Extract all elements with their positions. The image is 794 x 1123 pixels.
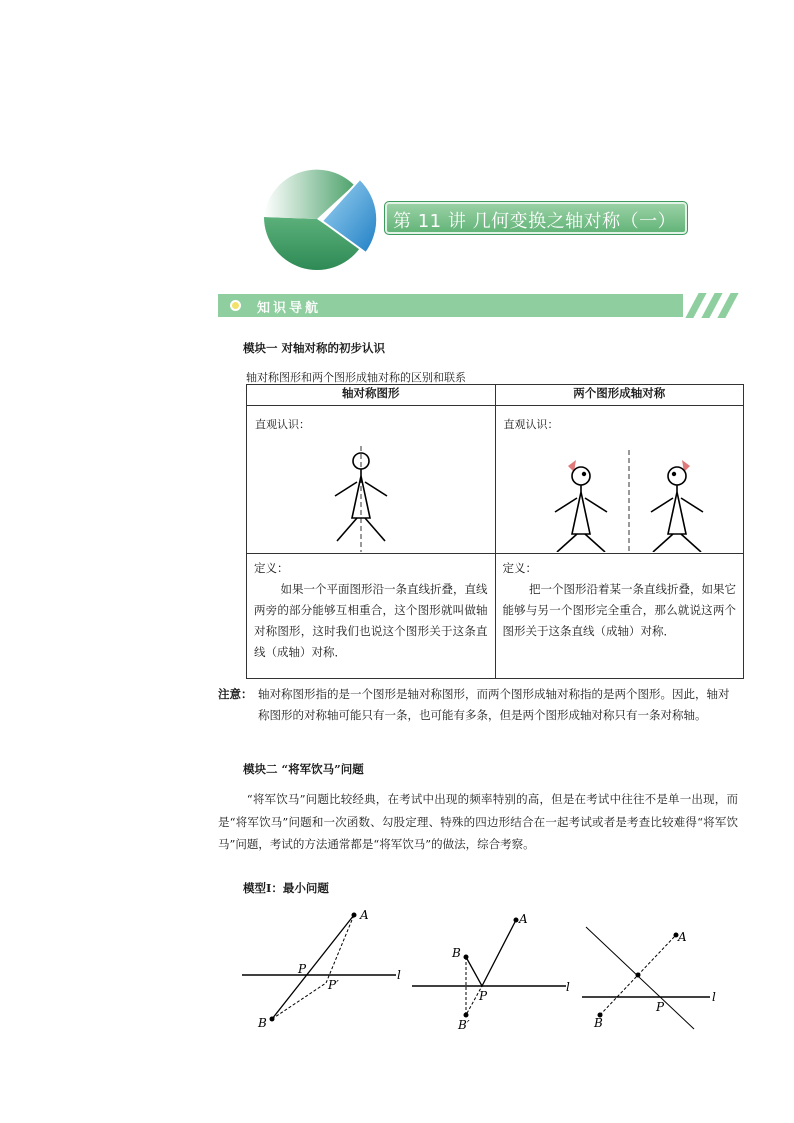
table-header-two-figures: 两个图形成轴对称 [495,385,744,406]
definition-text-2: 把一个图形沿着某一条直线折叠，如果它能够与另一个图形完全重合，那么就说这两个图形关于这条直线（成轴）对称． [502,582,736,638]
definition-cell-2 [495,554,744,679]
d3-point-P: P [656,1000,665,1014]
d3-line-l: l [712,990,716,1004]
section-nav-bar [218,294,683,317]
module2-paragraph: “将军饮马”问题比较经典，在考试中出现的频率特别的高，但是在考试中往往不是单一出现，而是“将军饮马”问题和一次函数、勾股定理、特殊的四边形结合在一起考试或者是考查比较难得“将军饮马”问题，考试的方法通常都是“将军饮马”的做法，综合考察。 [218,792,738,851]
d1-point-B: B [258,1016,267,1030]
note-label: 注意： [218,687,253,701]
minimum-problem-diagrams [236,905,736,1035]
definition-label: 定义： [254,561,289,575]
two-stick-figures-icon [546,430,716,552]
comparison-table [246,384,744,679]
d2-point-B-prime: B′ [458,1018,470,1032]
d1-point-P: P [298,962,307,976]
definition-text-1: 如果一个平面图形沿一条直线折叠，直线两旁的部分能够互相重合，这个图形就叫做轴对称图形，这时我们也说这个图形关于这条直线（成轴）对称． [254,582,488,659]
d2-line-l: l [566,980,570,994]
figure-cell-2 [495,406,744,554]
d1-point-P-prime: P′ [328,978,339,992]
diagram-2 [412,912,570,1032]
chapter-logo-icon [262,165,380,273]
model-heading: 模型Ⅰ：最小问题 [243,881,329,895]
module1-subtitle: 轴对称图形和两个图形成轴对称的区别和联系 [246,371,466,384]
note-text: 轴对称图形指的是一个图形是轴对称图形，而两个图形成轴对称指的是两个图形。因此，轴对称图形的对称轴可能只有一条，也可能有多条，但是两个图形成轴对称只有一条对称轴。 [258,687,730,722]
bullet-icon [230,300,241,311]
d2-point-B: B [452,946,461,960]
module2-heading: 模块二 “将军饮马”问题 [243,762,364,776]
d2-point-P: P [479,989,488,1003]
chapter-title-banner [384,201,688,235]
d1-point-A: A [360,908,369,922]
d1-line-l: l [397,968,401,982]
table-header-axisymmetric: 轴对称图形 [247,385,496,406]
definition-label: 定义： [502,561,537,575]
d3-point-A: A [678,930,687,944]
module1-heading: 模块一 对轴对称的初步认识 [243,341,386,355]
note-block [218,684,740,725]
intuitive-label: 直观认识： [503,418,559,431]
diagram-1 [242,908,401,1030]
figure-cell-1 [247,406,496,554]
section-nav-label: 知识导航 [257,301,322,316]
chapter-title: 第 11 讲 几何变换之轴对称（一） [393,211,677,232]
d2-point-A: A [519,912,528,926]
d3-point-B: B [594,1016,603,1030]
stick-figure-icon [327,446,397,552]
intuitive-label: 直观认识： [255,418,310,431]
diagram-3 [582,927,716,1030]
definition-cell-1 [247,554,496,679]
